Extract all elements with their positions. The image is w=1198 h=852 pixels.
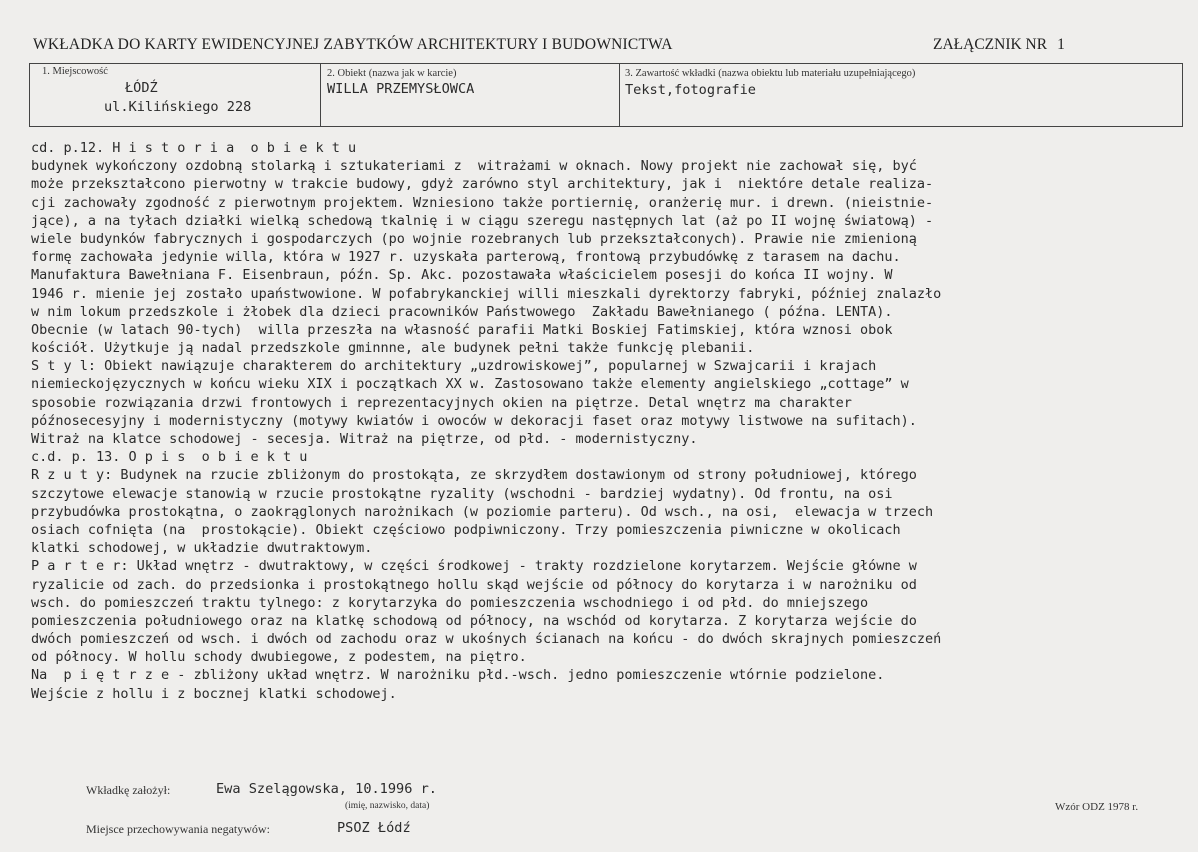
text-line: szczytowe elewacje stanowią w rzucie prostokątne ryzality (wschodni - bardziej wydatny). Od frontu, na osi bbox=[31, 485, 893, 502]
text-line: Manufaktura Bawełniana F. Eisenbraun, późn. Sp. Akc. pozostawała właścicielem posesji do końca II wojny. W bbox=[31, 267, 893, 284]
table-bottom-rule bbox=[29, 126, 1183, 127]
text-line: może przekształcono pierwotny w trakcie budowy, gdyż zarówno styl architektury, jak i niektóre detale realiza- bbox=[31, 176, 934, 193]
form-model: Wzór ODZ 1978 r. bbox=[1055, 801, 1139, 813]
table-left-border bbox=[29, 63, 30, 127]
negatives-value: PSOZ Łódź bbox=[337, 820, 411, 836]
text-line: dwóch pomieszczeń od wsch. i dwóch od zachodu oraz w ukośnych ścianach na końcu - do dwóch skrajnych pomieszczeń bbox=[31, 631, 942, 648]
text-line: budynek wykończony ozdobną stolarką i sztukateriami z witrażami w oknach. Nowy projekt nie zachował się, być bbox=[31, 158, 917, 175]
text-line: Obecnie (w latach 90-tych) willa przeszła na własność parafii Matki Boskiej Fatimskiej, która wznosi obok bbox=[31, 321, 893, 338]
text-line: Na p i ę t r z e - zbliżony układ wnętrz. W narożniku płd.-wsch. jedno pomieszczenie wtórnie podzielone. bbox=[31, 667, 885, 684]
text-line: klatki schodowej, w układzie dwutraktowym. bbox=[31, 540, 373, 557]
location-city: ŁÓDŹ bbox=[125, 80, 158, 96]
negatives-label: Miejsce przechowywania negatywów: bbox=[86, 822, 270, 836]
table-top-rule bbox=[29, 63, 1183, 64]
object-label: 2. Obiekt (nazwa jak w karcie) bbox=[327, 68, 457, 79]
text-line: wiele budynków fabrycznych i gospodarczych (po wojnie rozebranych lub przekształconych). Prawie nie zmienioną bbox=[31, 230, 917, 247]
text-line: jące), a na tyłach działki wielką schedową tkalnię i w ciągu szeregu następnych lat (aż po II wojnę światową) - bbox=[31, 212, 934, 229]
attachment-label: ZAŁĄCZNIK NR bbox=[933, 36, 1048, 53]
object-value: WILLA PRZEMYSŁOWCA bbox=[327, 81, 475, 97]
founder-value: Ewa Szelągowska, 10.1996 r. bbox=[216, 781, 437, 797]
text-line: wsch. do pomieszczeń traktu tylnego: z korytarzyka do pomieszczenia wschodniego i od płd. do mniejszego bbox=[31, 594, 869, 611]
table-divider-2 bbox=[619, 63, 620, 127]
text-line: przybudówka prostokątna, o zaokrąglonych narożnikach (w poziomie parteru). Od wsch., na osi, elewacja w trzech bbox=[31, 503, 934, 520]
text-line: cd. p.12. H i s t o r i a o b i e k t u bbox=[31, 140, 357, 156]
text-line: Wejście z hollu i z bocznej klatki schodowej. bbox=[31, 685, 397, 702]
text-line: od północy. W hollu schody dwubiegowe, z podestem, na piętro. bbox=[31, 649, 527, 666]
text-line: niemieckojęzycznych w końcu wieku XIX i początkach XX w. Zastosowano także elementy angielskiego „cottage” w bbox=[31, 376, 909, 393]
content-label: 3. Zawartość wkładki (nazwa obiektu lub materiału uzupełniającego) bbox=[625, 68, 916, 79]
text-line: osiach cofnięta (na prostokącie). Obiekt częściowo podpiwniczony. Trzy pomieszczenia piwniczne w okolicach bbox=[31, 521, 901, 538]
text-line: S t y l: Obiekt nawiązuje charakterem do architektury „uzdrowiskowej”, popularnej w Szwajcarii i krajach bbox=[31, 358, 877, 375]
location-street: ul.Kilińskiego 228 bbox=[104, 99, 252, 115]
text-line: późnosecesyjny i modernistyczny (motywy kwiatów i owoców w dekoracji faset oraz motywy listwowe na sufitach). bbox=[31, 412, 917, 429]
text-line: pomieszczenia południowego oraz na klatkę schodową od północy, na wschód od korytarza. Z korytarza wejście do bbox=[31, 612, 917, 629]
text-line: R z u t y: Budynek na rzucie zbliżonym do prostokąta, ze skrzydłem dostawionym od strony południowej, którego bbox=[31, 467, 917, 484]
content-value: Tekst,fotografie bbox=[625, 82, 756, 98]
location-label: 1. Miejscowość bbox=[42, 66, 108, 77]
text-line: cji zachowały zgodność z pierwotnym projektem. Wzniesiono także portiernię, oranżerię mur. i drewn. (nieistnie- bbox=[31, 194, 934, 211]
text-line: Witraż na klatce schodowej - secesja. Witraż na piętrze, od płd. - modernistyczny. bbox=[31, 431, 698, 447]
attachment-number bbox=[933, 36, 1065, 54]
attachment-value: 1 bbox=[1057, 36, 1065, 53]
text-line: P a r t e r: Układ wnętrz - dwutraktowy, w części środkowej - trakty rozdzielone korytarzem. Wejście główne w bbox=[31, 558, 917, 575]
description-text bbox=[31, 139, 1181, 703]
text-line: c.d. p. 13. O p i s o b i e k t u bbox=[31, 449, 308, 466]
text-line: sposobie rozwiązania drzwi frontowych i reprezentacyjnych okien na piętrze. Detal wnętrz ma charakter bbox=[31, 394, 852, 411]
text-line: kościół. Użytkuje ją nadal przedszkole gminnne, ale budynek pełni także funkcję plebanii. bbox=[31, 340, 755, 357]
text-line: ryzalicie od zach. do przedsionka i prostokątnego hollu skąd wejście od północy do korytarza i w narożniku od bbox=[31, 576, 917, 593]
table-right-border bbox=[1182, 63, 1183, 127]
table-divider-1 bbox=[320, 63, 321, 127]
text-line: w nim lokum przedszkole i żłobek dla dzieci pracowników Państwowego Zakładu Bawełnianego ( późna. LENTA). bbox=[31, 303, 893, 320]
text-line: 1946 r. mienie jej zostało upaństwowione. W pofabrykanckiej willi mieszkali dyrektorzy fabryki, później znalazło bbox=[31, 285, 942, 302]
document-title: WKŁADKA DO KARTY EWIDENCYJNEJ ZABYTKÓW ARCHITEKTURY I BUDOWNICTWA bbox=[33, 36, 673, 53]
text-line: formę zachowała jedynie willa, która w 1927 r. uzyskała parterową, frontową przybudówkę z tarasem na dachu. bbox=[31, 249, 901, 266]
founder-label: Wkładkę założył: bbox=[86, 783, 171, 797]
founder-hint: (imię, nazwisko, data) bbox=[345, 801, 430, 811]
